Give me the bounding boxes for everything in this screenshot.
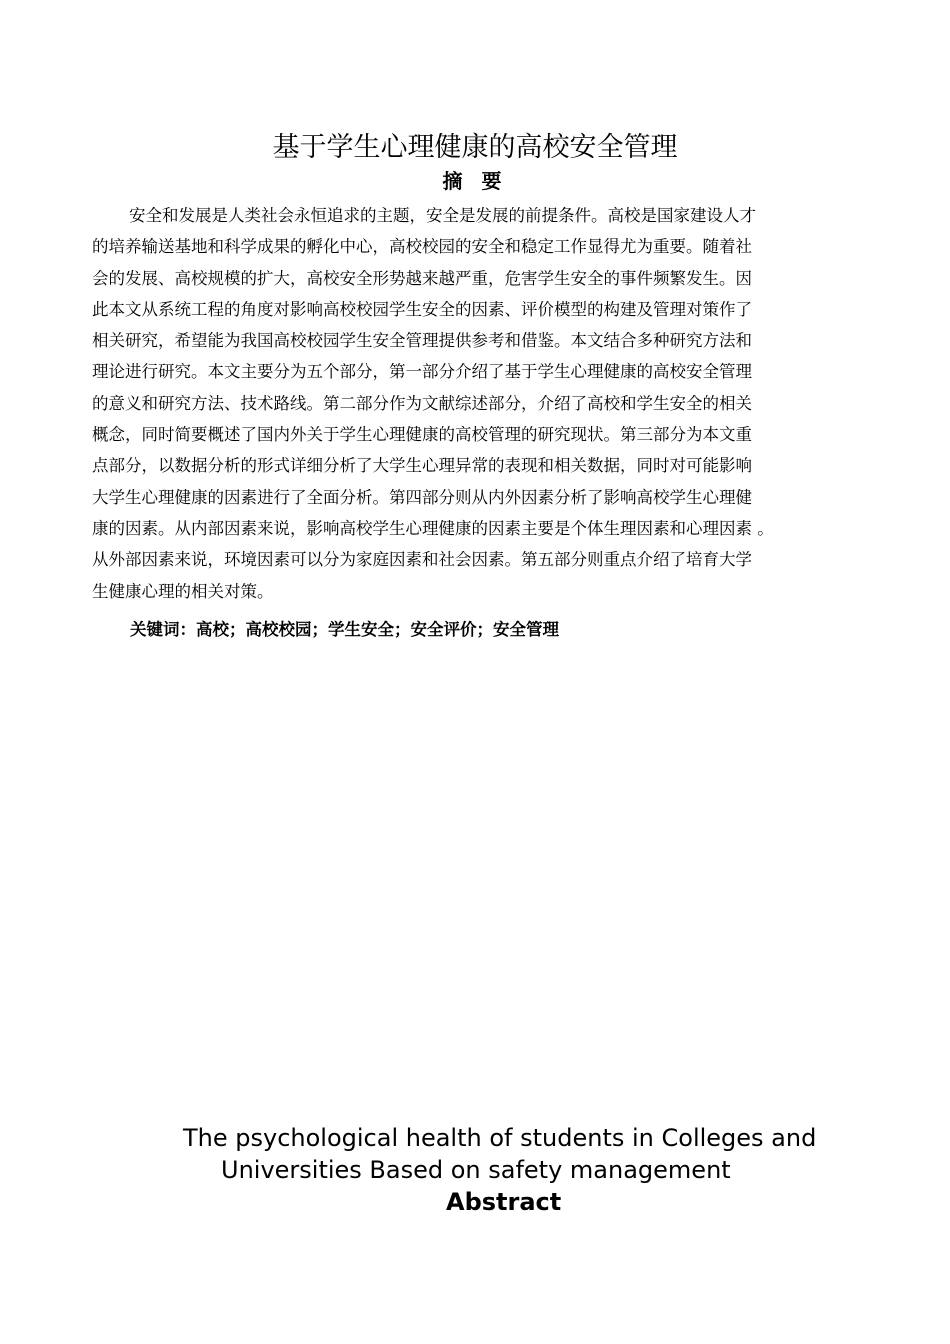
abstract-line: 的培养输送基地和科学成果的孵化中心，高校校园的安全和稳定工作显得尤为重要。随着社 [92, 237, 752, 257]
abstract-line: 从外部因素来说，环境因素可以分为家庭因素和社会因素。第五部分则重点介绍了培育大学 [92, 550, 752, 570]
abstract-line: 概念，同时简要概述了国内外关于学生心理健康的高校管理的研究现状。第三部分为本文重 [92, 425, 752, 445]
abstract-line: 理论进行研究。本文主要分为五个部分，第一部分介绍了基于学生心理健康的高校安全管理 [92, 362, 752, 382]
chinese-abstract-heading: 摘 要 [442, 169, 508, 193]
abstract-line: 点部分，以数据分析的形式详细分析了大学生心理异常的表现和相关数据，同时对可能影响 [92, 456, 752, 476]
abstract-line: 相关研究，希望能为我国高校校园学生安全管理提供参考和借鉴。本文结合多种研究方法和 [92, 331, 752, 351]
chinese-title: 基于学生心理健康的高校安全管理 [272, 132, 678, 163]
abstract-line: 此本文从系统工程的角度对影响高校校园学生安全的因素、评价模型的构建及管理对策作了 [92, 299, 752, 319]
abstract-line: 康的因素。从内部因素来说，影响高校学生心理健康的因素主要是个体生理因素和心理因素 。 [92, 518, 774, 538]
chinese-abstract-body [92, 200, 862, 607]
abstract-line: 的意义和研究方法、技术路线。第二部分作为文献综述部分，介绍了高校和学生安全的相关 [92, 393, 752, 413]
chinese-keywords: 关键词：高校；高校校园；学生安全；安全评价；安全管理 [130, 620, 559, 639]
abstract-line: 安全和发展是人类社会永恒追求的主题，安全是发展的前提条件。高校是国家建设人才 [129, 206, 756, 225]
english-title-line-1: The psychological health of students in Colleges and [183, 1124, 817, 1152]
english-abstract-heading: Abstract [446, 1188, 562, 1216]
abstract-line: 生健康心理的相关对策。 [92, 581, 274, 601]
english-title-line-2: Universities Based on safety management [221, 1156, 731, 1184]
abstract-line: 大学生心理健康的因素进行了全面分析。第四部分则从内外因素分析了影响高校学生心理健 [92, 487, 752, 507]
abstract-line: 会的发展、高校规模的扩大，高校安全形势越来越严重，危害学生安全的事件频繁发生。因 [92, 268, 752, 288]
